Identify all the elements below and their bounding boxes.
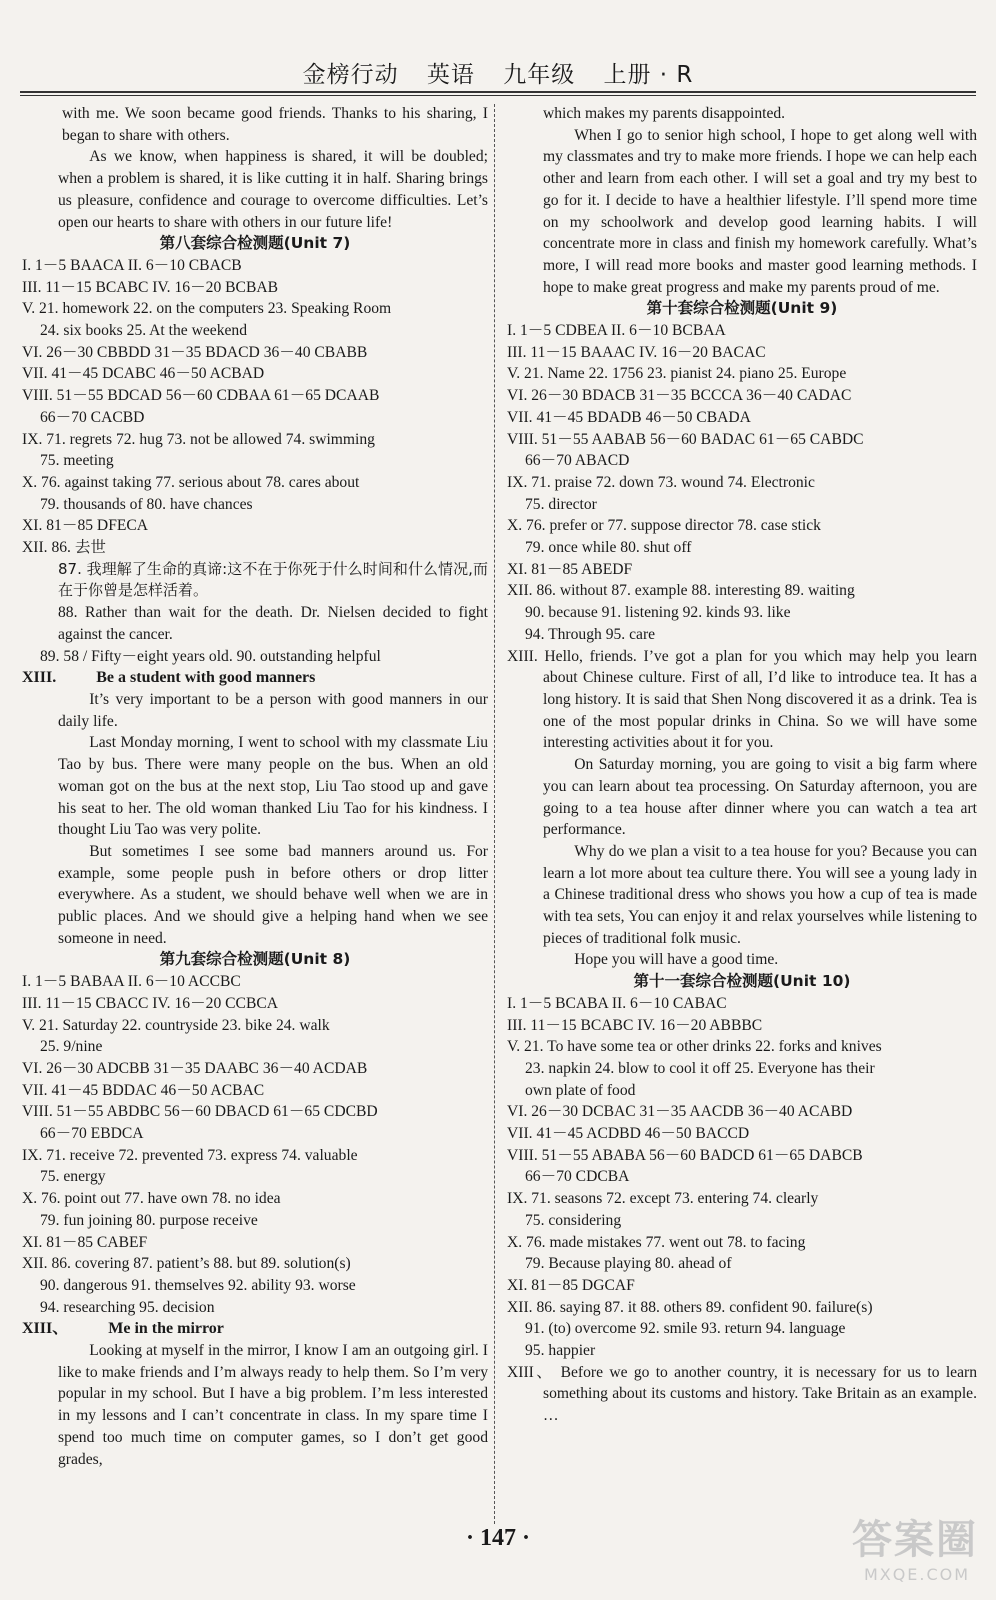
answer-line: VIII. 51－55 BDCAD 56－60 CDBAA 61－65 DCAAB: [22, 387, 380, 405]
answer-line: V. 21. Name 22. 1756 23. pianist 24. piano 25. Europe: [507, 365, 847, 383]
answer-line: I. 1－5 CDBEA II. 6－10 BCBAA: [507, 322, 726, 340]
paragraph: On Saturday morning, you are going to visit a big farm where you can learn about tea processing. On Saturday afternoon, you are going to a tea house after dinner where you can watch a tea art performance.: [543, 756, 977, 839]
answer-line: III. 11－15 BAAAC IV. 16－20 BACAC: [507, 343, 766, 361]
section-title: 第十套综合检测题(Unit 9): [646, 299, 838, 318]
answer-line: 79. fun joining 80. purpose receive: [40, 1211, 258, 1229]
answer-paragraph: 87. 我理解了生命的真谛:这不在于你死于什么时间和什么情况,而在于你曾是怎样活着。: [58, 559, 488, 600]
answer-line: I. 1－5 BAACA II. 6－10 CBACB: [22, 256, 242, 274]
paragraph: with me. We soon became good friends. Thanks to his sharing, I began to share with others.: [62, 105, 488, 144]
answer-line: XII. 86. 去世: [22, 539, 107, 557]
paragraph: Hope you will have a good time.: [574, 951, 779, 969]
answer-line: XI. 81－85 ABEDF: [507, 560, 633, 578]
answer-line: 23. napkin 24. blow to cool it off 25. Everyone has their: [525, 1059, 875, 1077]
answer-line: 90. because 91. listening 92. kinds 93. like: [525, 604, 791, 622]
answer-line: X. 76. prefer or 77. suppose director 78. case stick: [507, 517, 821, 535]
answer-line: X. 76. against taking 77. serious about 78. cares about: [22, 473, 360, 491]
paragraph: As we know, when happiness is shared, it will be doubled; when a problem is shared, it is like cutting it in half. Sharing brings us pleasure, confidence and courage to overcome difficulties. Let’s open our hearts to share with others in our future life!: [58, 148, 488, 231]
answer-line: IX. 71. regrets 72. hug 73. not be allowed 74. swimming: [22, 430, 375, 448]
paragraph: XIII、 Before we go to another country, it is necessary for us to learn something about its customs and history. Take Britain as an example. …: [507, 1363, 977, 1425]
answer-line: VIII. 51－55 ABDBC 56－60 DBACD 61－65 CDCBD: [22, 1103, 378, 1121]
answer-line: XI. 81－85 CABEF: [22, 1233, 148, 1251]
answer-line: 94. researching 95. decision: [40, 1298, 215, 1316]
answer-line: V. 21. homework 22. on the computers 23. Speaking Room: [22, 300, 392, 318]
answer-line: 91. (to) overcome 92. smile 93. return 94. language: [525, 1320, 846, 1338]
left-column: [22, 103, 488, 1470]
answer-line: 66－70 CACBD: [40, 408, 145, 426]
answer-line: I. 1－5 BABAA II. 6－10 ACCBC: [22, 973, 241, 991]
answer-line: III. 11－15 CBACC IV. 16－20 CCBCA: [22, 994, 279, 1012]
paragraph: But sometimes I see some bad manners around us. For example, some people push in before others or drop litter everywhere. As a student, we should behave well when we are in public places. And we should give a helping hand when we see someone in need.: [58, 842, 488, 947]
header-rule: [20, 91, 976, 93]
watermark-sub: MXQE.COM: [863, 1565, 971, 1584]
answer-line: 75. considering: [525, 1211, 622, 1229]
answer-line: 66－70 ABACD: [525, 452, 630, 470]
answer-line: 95. happier: [525, 1342, 596, 1360]
answer-line: 89. 58 / Fifty－eight years old. 90. outstanding helpful: [40, 647, 381, 665]
answer-paragraph: 88. Rather than wait for the death. Dr. Nielsen decided to fight against the cancer.: [58, 604, 488, 643]
answer-line: X. 76. made mistakes 77. went out 78. to facing: [507, 1233, 806, 1251]
answer-line: VIII. 51－55 AABAB 56－60 BADAC 61－65 CABDC: [507, 430, 864, 448]
essay-title: XIII、 Me in the mirror: [22, 1320, 224, 1338]
page-number: · 147 ·: [465, 1525, 530, 1551]
answer-line: XII. 86. without 87. example 88. interesting 89. waiting: [507, 582, 855, 600]
paragraph: It’s very important to be a person with good manners in our daily life.: [58, 690, 488, 730]
paragraph: XIII. Hello, friends. I’ve got a plan for you which may help you learn about Chinese culture. First of all, I’d like to introduce tea. It has a long history. It is said that Shen Nong discovered it as a drink. Tea is one of the most popular drinks in China. So we will have some interesting activities about it for you.: [507, 647, 977, 752]
answer-line: X. 76. point out 77. have own 78. no idea: [22, 1190, 281, 1208]
answer-line: VII. 41－45 ACDBD 46－50 BACCD: [507, 1125, 750, 1143]
answer-line: VI. 26－30 BDACB 31－35 BCCCA 36－40 CADAC: [507, 387, 852, 405]
answer-line: VII. 41－45 BDADB 46－50 CBADA: [507, 408, 751, 426]
paragraph: Last Monday morning, I went to school with my classmate Liu Tao by bus. There were many people on the bus. When an old woman got on the bus at the next stop, Liu Tao stood up and gave his seat to her. The old woman thanked Liu Tao for his kindness. I thought Liu Tao was very polite.: [58, 734, 488, 839]
answer-line: 75. energy: [40, 1168, 106, 1186]
answer-line: 75. director: [525, 495, 597, 513]
answer-line: XII. 86. saying 87. it 88. others 89. confident 90. failure(s): [507, 1298, 873, 1316]
header-rule-thin: [20, 95, 976, 96]
answer-line: 66－70 EBDCA: [40, 1125, 144, 1143]
header-subject: 英语: [426, 62, 475, 88]
paragraph: Why do we plan a visit to a tea house for you? Because you can learn a lot more about tea culture there. You will see a young lady in a Chinese traditional dress who shows you how a cup of tea is made with tea sets, You can enjoy it and relax yourselves while listening to pieces of traditional folk music.: [543, 842, 977, 947]
answer-line: VI. 26－30 DCBAC 31－35 AACDB 36－40 ACABD: [507, 1103, 853, 1121]
answer-line: 79. once while 80. shut off: [525, 539, 692, 557]
answer-line: III. 11－15 BCABC IV. 16－20 BCBAB: [22, 278, 279, 296]
paragraph: Looking at myself in the mirror, I know I am an outgoing girl. I like to make friends and I’m always ready to help them. So I’m very popular in my school. But I have a big problem. I’m less interested in my lessons and I can’t concentrate in class. In my spare time I spend too much time on computer games, so I don’t get good grades,: [58, 1342, 488, 1468]
answer-line: IX. 71. receive 72. prevented 73. express 74. valuable: [22, 1146, 358, 1164]
answer-line: V. 21. Saturday 22. countryside 23. bike 24. walk: [22, 1016, 330, 1034]
answer-line: V. 21. To have some tea or other drinks 22. forks and knives: [507, 1038, 882, 1056]
column-divider: [494, 104, 495, 1524]
answer-line: VI. 26－30 CBBDD 31－35 BDACD 36－40 CBABB: [22, 343, 368, 361]
paragraph: which makes my parents disappointed.: [543, 105, 786, 122]
paragraph: When I go to senior high school, I hope to get along well with my classmates and try to make more friends. I hope we can help each other and learn from each other. I will set a goal and try my best to go for it. I decide to have a healthier lifestyle. I’ll spend more time on my schoolwork and develop good learning habits. I will concentrate more in class and finish my homework carefully. What’s more, I will read more books and master good learning methods. I hope to make great progress and make my parents proud of me.: [543, 126, 977, 296]
watermark-main: 答案圈: [852, 1517, 978, 1563]
answer-line: VIII. 51－55 ABABA 56－60 BADCD 61－65 DABCB: [507, 1146, 863, 1164]
essay-title: XIII. Be a student with good manners: [22, 669, 316, 687]
answer-line: III. 11－15 BCABC IV. 16－20 ABBBC: [507, 1016, 763, 1034]
answer-line: 25. 9/nine: [40, 1038, 103, 1056]
answer-line: XI. 81－85 DFECA: [22, 517, 149, 535]
answer-line: 24. six books 25. At the weekend: [40, 322, 248, 340]
answer-line: XI. 81－85 DGCAF: [507, 1276, 635, 1294]
answer-line: 75. meeting: [40, 452, 114, 470]
answer-line: IX. 71. praise 72. down 73. wound 74. Electronic: [507, 473, 815, 491]
answer-line: VI. 26－30 ADCBB 31－35 DAABC 36－40 ACDAB: [22, 1059, 368, 1077]
answer-line: 90. dangerous 91. themselves 92. ability 93. worse: [40, 1276, 356, 1294]
answer-line: I. 1－5 BCABA II. 6－10 CABAC: [507, 994, 727, 1012]
header-series: 金榜行动: [302, 62, 399, 88]
answer-line: VII. 41－45 DCABC 46－50 ACBAD: [22, 365, 265, 383]
header-grade: 九年级: [503, 62, 576, 88]
section-title: 第九套综合检测题(Unit 8): [159, 950, 351, 969]
answer-line: 94. Through 95. care: [525, 625, 656, 643]
page-header: [0, 56, 996, 89]
answer-line: XII. 86. covering 87. patient’s 88. but 89. solution(s): [22, 1255, 351, 1273]
section-title: 第八套综合检测题(Unit 7): [159, 234, 351, 253]
section-title: 第十一套综合检测题(Unit 10): [633, 972, 851, 991]
answer-line: own plate of food: [525, 1081, 636, 1099]
answer-line: 79. thousands of 80. have chances: [40, 495, 253, 513]
right-column: [507, 103, 977, 1427]
answer-line: 79. Because playing 80. ahead of: [525, 1255, 732, 1273]
answer-line: IX. 71. seasons 72. except 73. entering 74. clearly: [507, 1190, 819, 1208]
answer-line: 66－70 CDCBA: [525, 1168, 630, 1186]
answer-line: VII. 41－45 BDDAC 46－50 ACBAC: [22, 1081, 265, 1099]
watermark-logo: [852, 1508, 982, 1588]
header-volume: 上册 · R: [603, 62, 694, 88]
